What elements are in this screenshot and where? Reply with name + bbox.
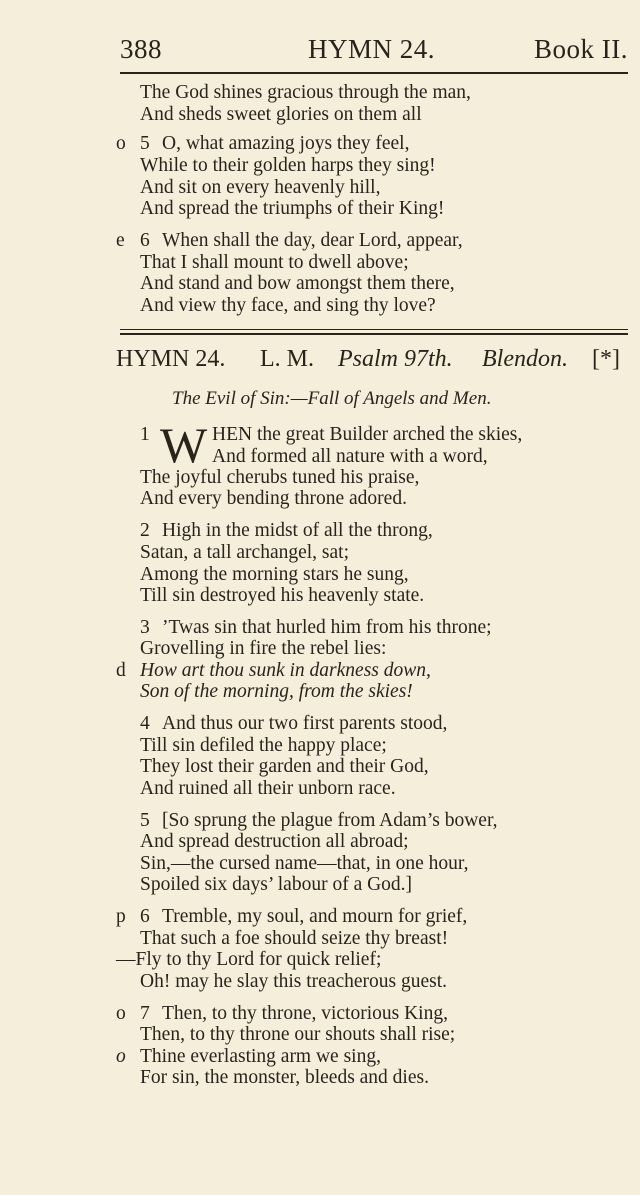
stanza-number: 5 <box>140 810 150 831</box>
hymn-title: HYMN 24. <box>116 346 226 372</box>
reading-mark: e <box>116 230 125 251</box>
stanza-number: 7 <box>140 1003 150 1024</box>
section-rule <box>120 333 628 335</box>
reading-mark: o <box>116 1046 126 1067</box>
hymn-meter: L. M. <box>260 346 314 372</box>
stanza-number: 1 <box>140 424 150 445</box>
book-label: Book II. <box>534 34 628 64</box>
section-rule <box>120 329 628 330</box>
stanza-number: 3 <box>140 617 150 638</box>
page-number: 388 <box>120 34 162 64</box>
hymn-flag: [*] <box>592 346 620 372</box>
stanza-number: 2 <box>140 520 150 541</box>
reading-mark: d <box>116 660 126 681</box>
reading-mark: o <box>116 1003 126 1024</box>
hymn-tune: Blendon. <box>482 346 568 372</box>
reading-mark: o <box>116 133 126 154</box>
drop-cap: W <box>160 417 208 473</box>
header-rule <box>120 72 628 74</box>
stanza-number: 5 <box>140 133 150 154</box>
stanza-number: 6 <box>140 230 150 251</box>
reading-mark: p <box>116 906 126 927</box>
stanza-number: 6 <box>140 906 150 927</box>
hymn-heading <box>116 346 630 380</box>
page-header <box>120 34 628 70</box>
running-title: HYMN 24. <box>308 34 436 64</box>
hymn-psalm: Psalm 97th. <box>338 346 453 372</box>
stanza-number: 4 <box>140 713 150 734</box>
hymn-subtitle: The Evil of Sin:—Fall of Angels and Men. <box>172 388 492 409</box>
